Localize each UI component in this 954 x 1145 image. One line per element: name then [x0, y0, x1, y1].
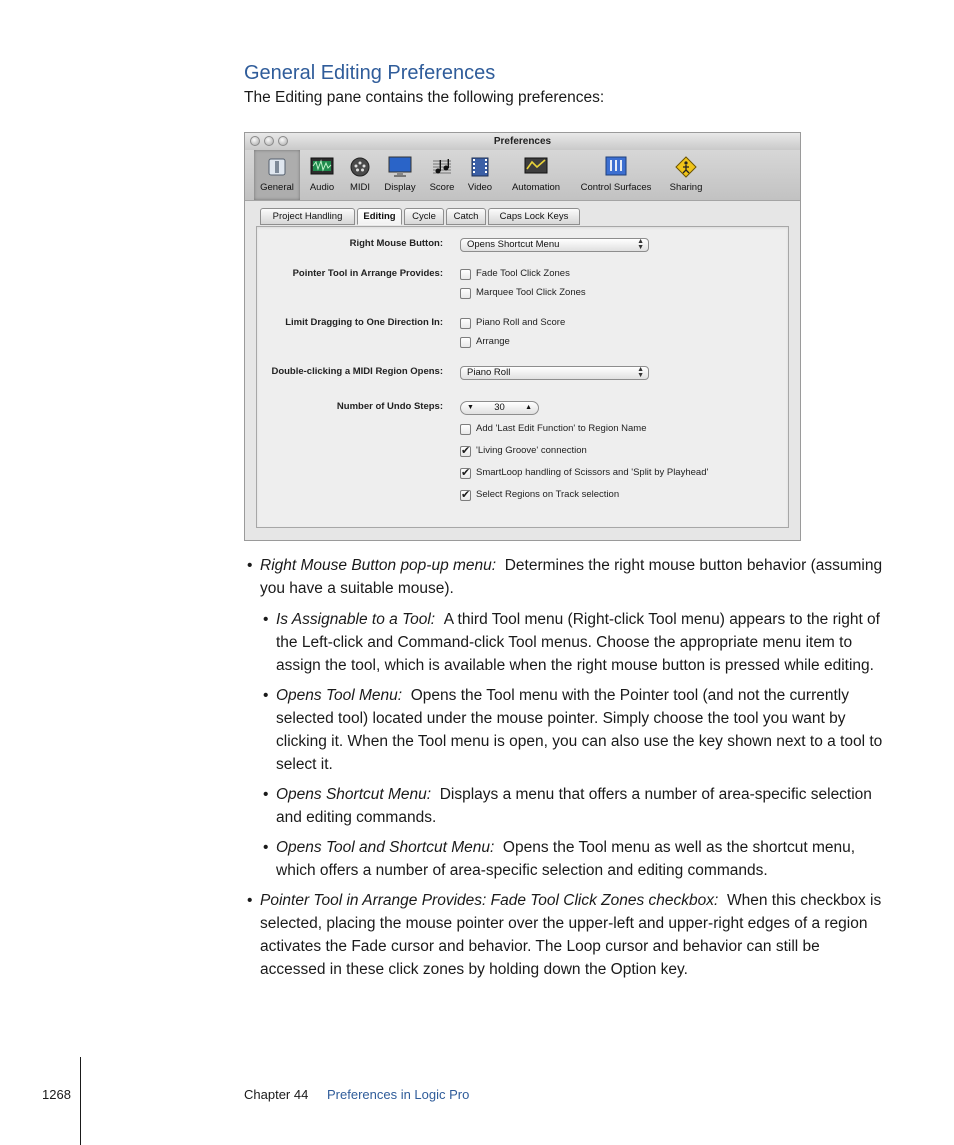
tab-project-handling[interactable]: Project Handling: [260, 208, 355, 225]
audio-icon: [310, 156, 334, 176]
right-mouse-popup[interactable]: [460, 238, 649, 252]
description: Opens the Tool menu as well as the shortcut menu, which offers a number of area-specific selection and editing commands.: [276, 839, 856, 879]
toolbar-label: Display: [384, 182, 416, 193]
chapter-label: Chapter 44: [244, 1087, 309, 1102]
double-click-label: Double-clicking a MIDI Region Opens:: [271, 366, 443, 377]
footer-divider: [80, 1057, 81, 1145]
editing-panel: [256, 226, 789, 528]
toolbar-item-general[interactable]: [254, 150, 300, 200]
tab-caps-lock-keys[interactable]: Caps Lock Keys: [488, 208, 580, 225]
living-groove-checkbox[interactable]: [460, 446, 471, 457]
score-icon: [431, 156, 453, 178]
toolbar-label: Audio: [309, 182, 335, 193]
description: Displays a menu that offers a number of area-specific selection and editing commands.: [276, 786, 872, 826]
toolbar-label: MIDI: [349, 182, 371, 193]
stepper-down-icon[interactable]: ▼: [467, 404, 474, 411]
preferences-toolbar: [245, 150, 800, 201]
tab-cycle[interactable]: Cycle: [404, 208, 444, 225]
toolbar-label: Score: [429, 182, 455, 193]
fade-zones-checkbox[interactable]: [460, 269, 471, 280]
list-item: • Is Assignable to a Tool: A third Tool menu (Right-click Tool menu) appears to the right of the Left-click and Command-click Tool menus. Choose the appropriate menu item to assign the tool, which is available when the right mouse button is pressed while editing.: [263, 611, 880, 674]
control-surfaces-icon: [605, 156, 627, 176]
list-item: • Opens Shortcut Menu: Displays a menu that offers a number of area-specific selection and editing commands.: [263, 786, 872, 826]
popup-arrows-icon: ▲ ▼: [637, 366, 644, 379]
toolbar-item-score[interactable]: [425, 150, 459, 200]
section-heading: General Editing Preferences: [244, 62, 496, 84]
general-icon: [266, 156, 288, 178]
term: Pointer Tool in Arrange Provides: Fade Tool Click Zones checkbox:: [260, 892, 719, 909]
term: Opens Shortcut Menu:: [276, 786, 432, 803]
toolbar-label: Video: [467, 182, 493, 193]
sharing-icon: [675, 156, 697, 178]
term: Right Mouse Button pop-up menu:: [260, 557, 497, 574]
smartloop-checkbox[interactable]: [460, 468, 471, 479]
undo-steps-value: 30: [494, 402, 505, 413]
double-click-value: Piano Roll: [467, 367, 511, 378]
chapter-title: Preferences in Logic Pro: [327, 1087, 470, 1102]
arrange-checkbox[interactable]: [460, 337, 471, 348]
description: A third Tool menu (Right-click Tool menu) appears to the right of the Left-click and Command-click Tool menus. Choose the appropriate menu item to assign the tool, which is available when the right mouse button is pressed while editing.: [276, 611, 880, 674]
list-item: • Opens Tool and Shortcut Menu: Opens the Tool menu as well as the shortcut menu, which offers a number of area-specific selection and editing commands.: [263, 839, 856, 879]
undo-steps-stepper[interactable]: [460, 401, 539, 415]
right-mouse-value: Opens Shortcut Menu: [467, 239, 560, 250]
term: Opens Tool and Shortcut Menu:: [276, 839, 495, 856]
list-item: • Pointer Tool in Arrange Provides: Fade Tool Click Zones checkbox: When this checkbox is selected, placing the mouse pointer over the upper-left and upper-right edges of a region activates the Fade cursor and behavior. The Loop cursor and behavior can still be accessed in these click zones by holding down the Option key.: [247, 892, 882, 978]
smartloop-label: SmartLoop handling of Scissors and 'Split by Playhead': [476, 467, 709, 478]
midi-icon: [349, 156, 371, 178]
body-text: [244, 554, 884, 981]
marquee-zones-checkbox[interactable]: [460, 288, 471, 299]
select-regions-label: Select Regions on Track selection: [476, 489, 620, 500]
toolbar-label: Sharing: [669, 182, 703, 193]
living-groove-label: 'Living Groove' connection: [476, 445, 587, 456]
tab-catch[interactable]: Catch: [446, 208, 486, 225]
toolbar-item-display[interactable]: [379, 150, 421, 200]
piano-roll-score-label: Piano Roll and Score: [476, 317, 566, 328]
toolbar-item-midi[interactable]: [343, 150, 377, 200]
toolbar-item-audio[interactable]: [302, 150, 342, 200]
toolbar-item-sharing[interactable]: [663, 150, 709, 200]
fade-zones-label: Fade Tool Click Zones: [476, 268, 570, 279]
description: Determines the right mouse button behavior (assuming you have a suitable mouse).: [260, 557, 883, 597]
title-bar: [245, 133, 800, 151]
term: Is Assignable to a Tool:: [276, 611, 436, 628]
pointer-tool-label: Pointer Tool in Arrange Provides:: [292, 268, 443, 279]
marquee-zones-label: Marquee Tool Click Zones: [476, 287, 586, 298]
add-last-edit-checkbox[interactable]: [460, 424, 471, 435]
description: Opens the Tool menu with the Pointer tool (and not the currently selected tool) located under the mouse pointer. Simply choose the tool you want by clicking it. When the Tool menu is open, you can also use the key shown next to a tool to select it.: [276, 687, 883, 773]
video-icon: [469, 156, 491, 178]
toolbar-label: Automation: [511, 182, 561, 193]
intro-text: The Editing pane contains the following preferences:: [244, 89, 605, 106]
automation-icon: [524, 156, 548, 176]
right-mouse-label: Right Mouse Button:: [349, 238, 443, 249]
toolbar-label: General: [260, 182, 294, 193]
piano-roll-score-checkbox[interactable]: [460, 318, 471, 329]
page-number: 1268: [42, 1087, 71, 1102]
toolbar-item-video[interactable]: [463, 150, 497, 200]
preferences-window: [244, 132, 801, 541]
stepper-up-icon[interactable]: ▲: [525, 404, 532, 411]
list-item: • Right Mouse Button pop-up menu: Determines the right mouse button behavior (assuming you have a suitable mouse).: [247, 557, 883, 597]
select-regions-checkbox[interactable]: [460, 490, 471, 501]
list-item: • Opens Tool Menu: Opens the Tool menu with the Pointer tool (and not the currently selected tool) located under the mouse pointer. Simply choose the tool you want by clicking it. When the Tool menu is open, you can also use the key shown next to a tool to select it.: [263, 687, 883, 773]
display-icon: [388, 156, 412, 178]
popup-arrows-icon: ▲ ▼: [637, 238, 644, 251]
arrange-label: Arrange: [476, 336, 510, 347]
term: Opens Tool Menu:: [276, 687, 403, 704]
add-last-edit-label: Add 'Last Edit Function' to Region Name: [476, 423, 647, 434]
toolbar-item-control-surfaces[interactable]: [573, 150, 659, 200]
double-click-popup[interactable]: [460, 366, 649, 380]
toolbar-label: Control Surfaces: [580, 182, 652, 193]
limit-drag-label: Limit Dragging to One Direction In:: [285, 317, 443, 328]
window-title: Preferences: [493, 136, 552, 147]
description: When this checkbox is selected, placing the mouse pointer over the upper-left and upper-right edges of a region activates the Fade cursor and behavior. The Loop cursor and behavior can still be accessed in these click zones by holding down the Option key.: [260, 892, 882, 978]
toolbar-item-automation[interactable]: [501, 150, 571, 200]
tab-editing[interactable]: Editing: [357, 208, 402, 225]
undo-steps-label: Number of Undo Steps:: [336, 401, 443, 412]
